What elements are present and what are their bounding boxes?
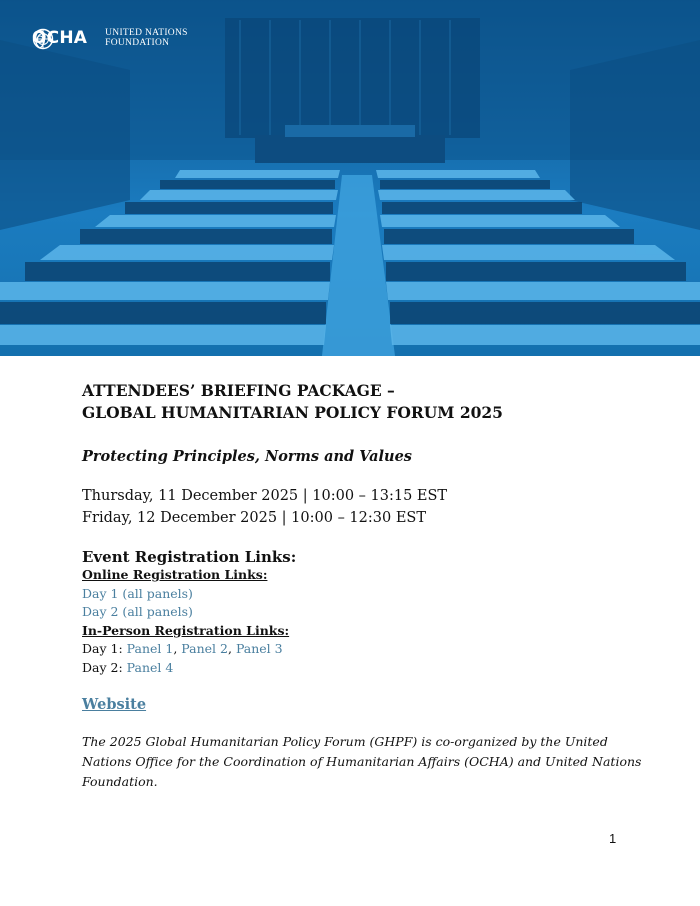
registration-links (82, 566, 642, 677)
unf-logo-line1: UNITED NATIONS (105, 28, 188, 38)
inperson-day-2-row (82, 659, 642, 678)
date-line-2: Friday, 12 December 2025 | 10:00 – 12:30 EST (82, 510, 427, 526)
website-link[interactable]: Website (82, 696, 147, 713)
laurel-icon (32, 28, 48, 50)
inperson-day-1-row (82, 640, 642, 659)
page-number: 1 (609, 831, 617, 846)
day-2-label: Day 2: (82, 659, 127, 675)
unf-logo-line2: FOUNDATION (105, 38, 170, 48)
registration-heading: Event Registration Links: (82, 548, 297, 566)
hero-banner (0, 0, 700, 356)
day-1-label: Day 1: (82, 641, 127, 656)
panel-1-link[interactable]: Panel 1 (126, 641, 174, 656)
online-registration-heading: Online Registration Links: (82, 567, 268, 582)
panel-2-link[interactable]: Panel 2 (181, 641, 228, 656)
separator: , (173, 641, 182, 656)
ocha-logo-text: OCHA (32, 28, 88, 48)
document-subtitle: Protecting Principles, Norms and Values (82, 448, 412, 465)
online-link-day-2[interactable]: Day 2 (all panels) (82, 604, 193, 619)
inperson-registration-heading: In-Person Registration Links: (82, 622, 290, 638)
assembly-hall-photo (0, 0, 700, 356)
title-line-2: GLOBAL HUMANITARIAN POLICY FORUM 2025 (82, 403, 503, 422)
unf-logo (105, 28, 188, 48)
panel-3-link[interactable]: Panel 3 (235, 641, 283, 656)
co-organizer-note: The 2025 Global Humanitarian Policy Forum (GHPF) is co-organized by the United Nations Office for the Coordination of Humanitarian Affairs (OCHA) and United Nations Foundation. (82, 734, 642, 789)
document-body (82, 380, 642, 792)
event-dates (82, 485, 642, 529)
online-link-day-1[interactable]: Day 1 (all panels) (82, 585, 193, 601)
separator: , (227, 641, 236, 656)
panel-4-link[interactable]: Panel 4 (126, 659, 174, 675)
date-line-1: Thursday, 11 December 2025 | 10:00 – 13:15 EST (82, 488, 448, 504)
title-line-1: ATTENDEES’ BRIEFING PACKAGE – (82, 381, 395, 400)
document-title (82, 380, 642, 424)
